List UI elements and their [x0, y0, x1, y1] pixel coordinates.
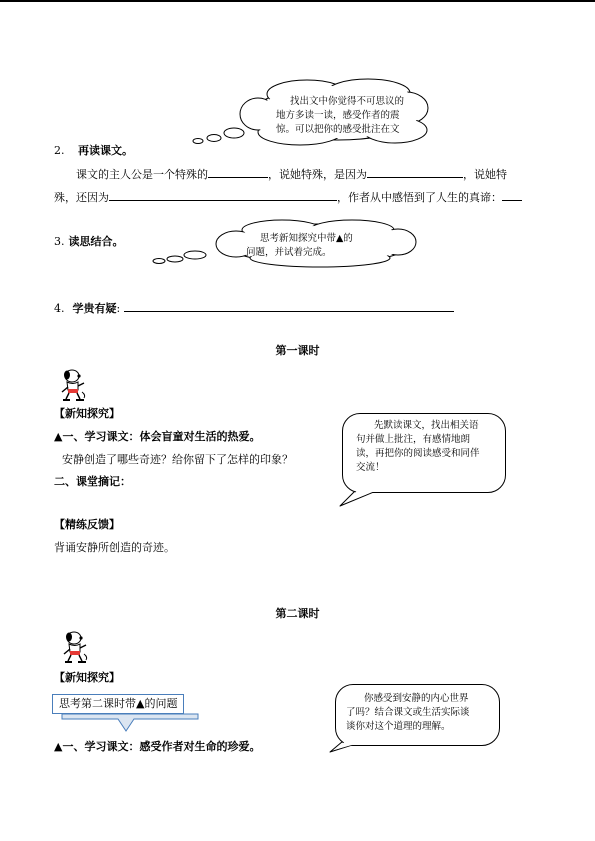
q2-text: 课文的主人公是一个特殊的	[76, 168, 208, 181]
lesson2-item-1: ▲一、学习课文：感受作者对生命的珍爱。	[54, 740, 261, 753]
callout-2-line: 了吗？结合课文或生活实际谈	[346, 707, 470, 718]
callout-2-line: 谈你对这个道理的理解。	[346, 721, 451, 732]
q2-number: 2.	[54, 144, 65, 157]
cloud-2-line: 思考新知探究中带▲的	[260, 233, 353, 244]
q2-text: ，说她特	[463, 168, 507, 181]
q3-number: 3.	[54, 235, 65, 248]
callout-1-line: 读，再把你的阅读感受和同伴	[356, 448, 480, 459]
cloud-1-line: 地方多读一读，感受作者的震	[276, 110, 400, 121]
lesson1-item-2: 二、课堂摘记：	[54, 475, 131, 488]
q4-title: 学贵有疑	[72, 302, 117, 315]
q2-title: 再读课文。	[78, 144, 133, 157]
callout-2-text	[346, 692, 496, 734]
cloud-1-line: 找出文中你觉得不可思议的	[290, 96, 405, 107]
lesson2-think-box: 思考第二课时带▲的问题	[52, 694, 184, 714]
q2-text: ，作者从中感悟到了人生的真谛：	[337, 191, 502, 204]
callout-2-line: 你感受到安静的内心世界	[364, 693, 469, 704]
callout-1-line: 句并做上批注，有感情地朗	[356, 434, 471, 445]
q2-text: 殊，还因为	[54, 191, 109, 204]
cloud-1-line: 惊。可以把你的感受批注在文	[276, 124, 400, 135]
cloud-2-line: 问题，并试着完成。	[246, 247, 332, 258]
q4-colon: :	[116, 302, 121, 315]
q3-title: 读思结合。	[68, 235, 124, 248]
q4-number: 4.	[54, 302, 65, 315]
lesson1-question: 安静创造了哪些奇迹？给你留下了怎样的印象？	[62, 453, 293, 466]
lesson1-explore-label: 【新知探究】	[54, 407, 120, 420]
lesson1-item-1: ▲一、学习课文：体会盲童对生活的热爱。	[54, 430, 261, 443]
q2-text: ，说她特殊，是因为	[268, 168, 367, 181]
callout-1-line: 先默读课文，找出相关语	[374, 420, 479, 431]
lesson2-explore-label: 【新知探究】	[54, 671, 120, 684]
lesson1-feedback-text: 背诵安静所创造的奇迹。	[54, 541, 175, 554]
lesson2-heading: 第二课时	[275, 607, 320, 620]
lesson1-feedback-label: 【精练反馈】	[54, 518, 120, 531]
lesson1-heading: 第一课时	[275, 344, 320, 357]
callout-1-line: 交流！	[356, 462, 385, 473]
